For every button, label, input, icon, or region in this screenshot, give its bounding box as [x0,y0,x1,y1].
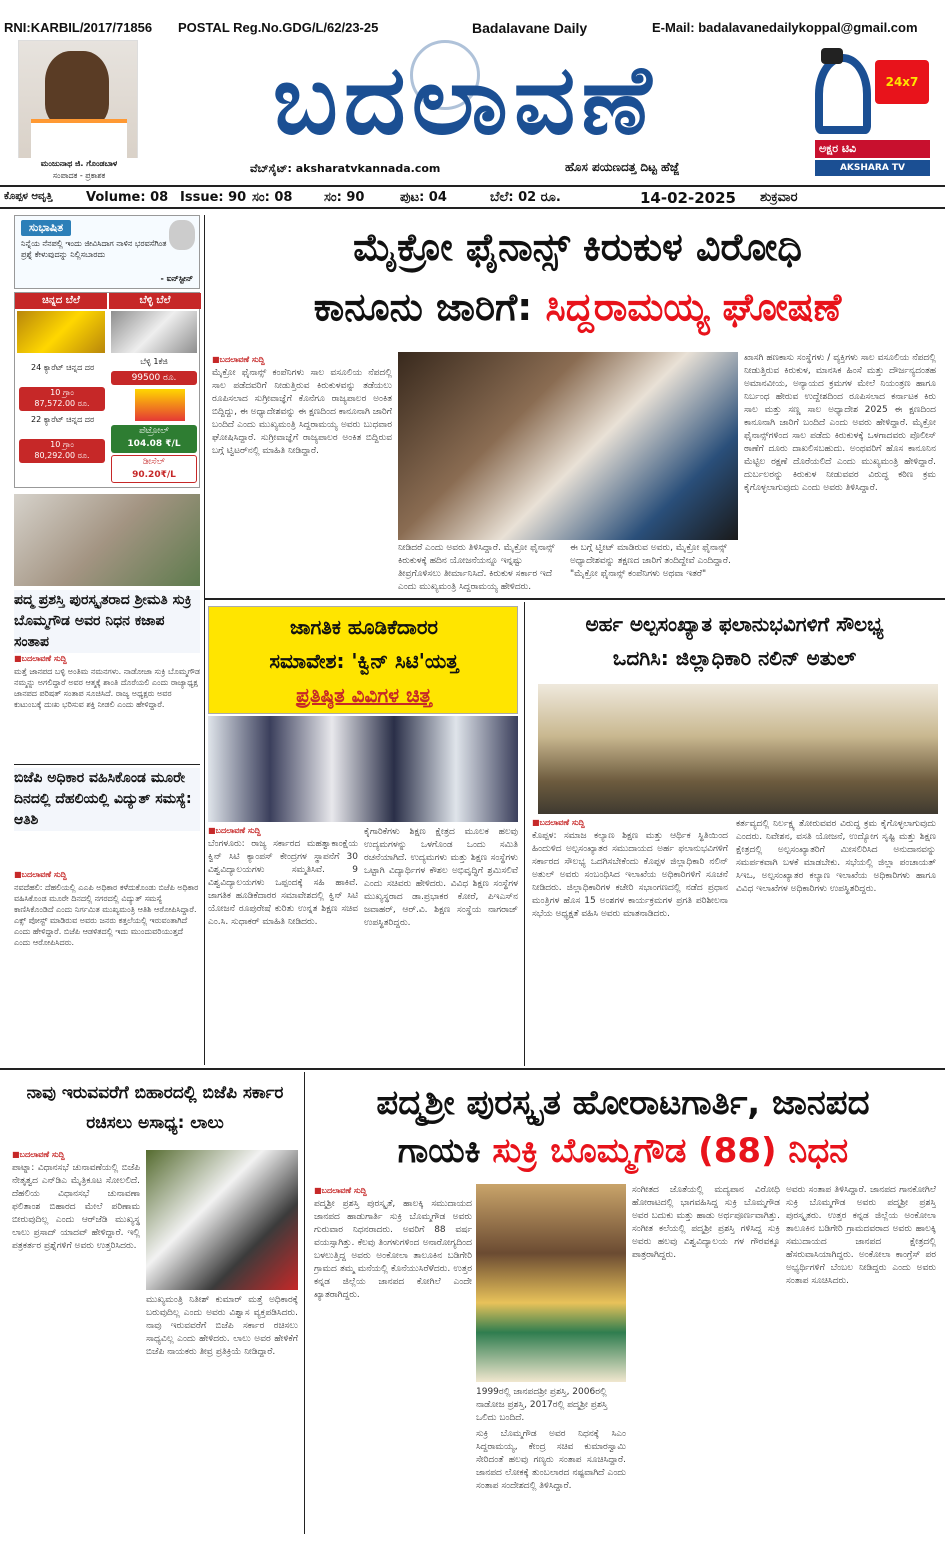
editor-name: ಮಂಜುನಾಥ ಜಿ. ಗೊಂಡಬಾಳ [40,159,118,168]
volume-label: Volume: 08 [86,190,169,205]
silver-price: 99500 ರೂ. [111,371,197,385]
lead-photo-below-col1: ನೀಡಿದರೆ ಎಂದು ಅವರು ತಿಳಿಸಿದ್ದಾರೆ. ಮೈಕ್ರೋ ಫೈನಾನ್ಸ್ ಕಿರುಕುಳಕ್ಕೆ ಹದಿನ ಯೋಜನೆಯನ್ನೂ ಇನ್ನಷ್ಟು ತೀವ್ರಗೊಳಿಸಲು ತೀರ್ಮಾನಿಸಿದೆ. ಕಿರುಕುಳ ಸರ್ಕಾರ ಇದೆ ಎಂದು ಮುಖ್ಯಮಂತ್ರಿ ಸಿದ್ದರಾಮಯ್ಯ ಹೇಳಿದರು. [398,543,555,592]
siddaramaiah-photo [398,352,738,540]
investors-column2: ಕೈಗಾರಿಕೆಗಳು ಶಿಕ್ಷಣ ಕ್ಷೇತ್ರದ ಮೂಲಕ ಹಲವು ಉದ್ಯಮಗಳನ್ನು ಒಳಗೊಂಡ ಒಂದು ಸಮಿತಿ ರಚನೆಯಾಗಿದೆ. ಉದ್ಯಮಗಳು ಮತ್ತು ಶಿಕ್ಷಣ ಸಂಸ್ಥೆಗಳು ಒಟ್ಟಾಗಿ ವಿದ್ಯಾರ್ಥಿಗಳ ಕೌಶಲ ಅಭಿವೃದ್ಧಿಗೆ ಶ್ರಮಿಸಲಿವೆ ಎಂದು ಸಚಿವರು ಹೇಳಿದರು. ವಿವಿಧ ಶಿಕ್ಷಣ ಸಂಸ್ಥೆಗಳ ಮುಖ್ಯಸ್ಥರಾದ ಡಾ.ಪ್ರಭಾಕರ ಕೋರೆ, ಪಿಇಎಸ್‌ನ ಜವಾಹರ್, ಆರ್.ವಿ. ಶಿಕ್ಷಣ ಸಂಸ್ಥೆಯ ನಾಗರಾಜ್ ಉಪಸ್ಥಿತರಿದ್ದರು. [364,827,518,928]
sidebar-story2-headline: ಬಿಜೆಪಿ ಅಧಿಕಾರ ವಹಿಸಿಕೊಂಡ ಮೂರೇ ದಿನದಲ್ಲಿ ದೆಹಲಿಯಲ್ಲಿ ವಿದ್ಯುತ್ ಸಮಸ್ಯೆ: ಆತಿಶಿ [14,768,200,831]
website-text: ವೆಬ್‌ಸೈಟ್: aksharatvkannada.com [250,162,441,175]
gold-22k-label: 22 ಕ್ಯಾರೆಟ್ ಚಿನ್ನದ ದರ [31,415,95,424]
postal-reg: POSTAL Reg.No.GDG/L/62/23-25 [178,20,379,35]
district-column1: ಕೊಪ್ಪಳ: ಸಮಾಜ ಕಲ್ಯಾಣ ಶಿಕ್ಷಣ ಮತ್ತು ಆರ್ಥಿಕ ಸ್ಥಿತಿಯಿಂದ ಹಿಂದುಳಿದ ಅಲ್ಪಸಂಖ್ಯಾತರ ಸಮುದಾಯದ ಅರ್ಹ ಫಲಾನುಭವಿಗಳಿಗೆ ಸರ್ಕಾರದ ಸೌಲಭ್ಯ ಒದಗಿಸಬೇಕೆಂದು ಕೊಪ್ಪಳ ಜಿಲ್ಲಾಧಿಕಾರಿ ನಲಿನ್ ಅತುಲ್ ಅವರು ಸಂಬಂಧಿಸಿದ ಇಲಾಖೆಯ ಅಧಿಕಾರಿಗಳಿಗೆ ಸೂಚನೆ ನೀಡಿದರು. ಜಿಲ್ಲಾಧಿಕಾರಿಗಳ ಕಚೇರಿ ಸಭಾಂಗಣದಲ್ಲಿ ನಡೆದ ಪ್ರಧಾನ ಮಂತ್ರಿಗಳ ಹೊಸ 15 ಅಂಶಗಳ ಕಾರ್ಯಕ್ರಮಗಳ ಪ್ರಗತಿ ಪರಿಶೀಲನಾ ಸಭೆಯ ಅಧ್ಯಕ್ಷತೆ ವಹಿಸಿ ಅವರು ಮಾತನಾಡಿದರು. [532,831,728,919]
lead-column3: ಖಾಸಗಿ ಹಣಕಾಸು ಸಂಸ್ಥೆಗಳು / ವ್ಯಕ್ತಿಗಳು ಸಾಲ ವಸೂಲಿಯ ನೆಪದಲ್ಲಿ ನೀಡುತ್ತಿರುವ ಕಿರುಕುಳ, ಮಾನಸಿಕ ಹಿಂಸೆ ಮತ್ತು ದೌರ್ಜನ್ಯದಂತಹ ಅಮಾನವೀಯ, ಅನ್ಯಾಯದ ಕ್ರಮಗಳ ಮೇಲೆ ನಿಯಂತ್ರಣ ಹಾಗೂ ನಿರ್ಬಂಧ ಹೇರುವ ಉದ್ದೇಶದಿಂದ ರೂಪಿಸಲಾದ ಕರ್ನಾಟಕ ಕಿರು ಸಾಲ ಮತ್ತು ಸಣ್ಣ ಸಾಲ ಅಧ್ಯಾದೇಶ 2025 ಈ ಕ್ಷಣದಿಂದ ಕಾನೂನಾಗಿ ಜಾರಿಗೆ ಬಂದಿದೆ ಎಂದು ಅವರು ಹೇಳಿದ್ದಾರೆ. ಮೈಕ್ರೋ ಫೈನಾನ್ಸ್‌ಗಳಿಂದ ಸಾಲ ಪಡೆದು ಕಿರುಕುಳಕ್ಕೆ ಒಳಗಾದವರು ಪೊಲೀಸ್ ಠಾಣೆಗೆ ದೂರು ದಾಖಲಿಸಬಹುದು. ಅಂಥವರಿಗೆ ಹೊಸ ಕಾನೂನಿನ ಮೆಟ್ಟಿಲ ರಕ್ಷಣೆ ದೊರೆಯಲಿದೆ ಎಂದು ಮುಖ್ಯಮಂತ್ರಿ ಹೇಳಿದ್ದಾರೆ. ದುರ್ಬಲರನ್ನು ಕಿರುಕುಳ ನೀಡುವವರ ವಿರುದ್ಧ ಕಠಿಣ ಕ್ರಮ ಕೈಗೊಳ್ಳಲಾಗುವುದು ಎಂದು ಅವರು ತಿಳಿಸಿದ್ದಾರೆ. [744,353,936,493]
email-address: E-Mail: badalavanedailykoppal@gmail.com [652,20,918,35]
sam-label-1: ಸಂ: 08 [252,190,293,205]
gold-24k-price: 87,572.00 ರೂ. [34,399,90,408]
district-headline-line1: ಅರ್ಹ ಅಲ್ಪಸಂಖ್ಯಾತ ಫಲಾನುಭವಿಗಳಿಗೆ ಸೌಲಭ್ಯ [585,612,884,636]
gold-bars-icon [17,311,105,353]
masthead-title: ಬದಲಾವಣೆ [272,44,658,156]
portrait-caption-block [14,158,144,184]
lalu-column2: ಮುಖ್ಯಮಂತ್ರಿ ನಿತೀಶ್ ಕುಮಾರ್ ಮತ್ತೆ ಅಧಿಕಾರಕ್ಕೆ ಬರುವುದಿಲ್ಲ ಎಂದು ಅವರು ವಿಶ್ವಾಸ ವ್ಯಕ್ತಪಡಿಸಿದರು. ನಾವು ಇರುವವರೆಗೆ ಬಿಜೆಪಿ ಸರ್ಕಾರ ರಚಿಸಲು ಸಾಧ್ಯವಿಲ್ಲ ಎಂದು ಹೇಳಿದರು. ಲಾಲು ಅವರ ಹೇಳಿಕೆಗೆ ಬಿಜೆಪಿ ನಾಯಕರು ತೀವ್ರ ಪ್ರತಿಕ್ರಿಯೆ ನೀಡಿದ್ದಾರೆ. [146,1295,298,1357]
petrol-label: ಪೆಟ್ರೋಲ್ [139,426,169,436]
price-label: ಬೆಲೆ: 02 ರೂ. [490,190,561,205]
silver-unit: ಬೆಳ್ಳಿ 1ಕೆಜಿ [140,357,168,366]
quote-author: - ಐನ್‌ಸ್ಟೀನ್ [160,274,193,283]
sukri-headline-line1: ಪದ್ಮಶ್ರೀ ಪುರಸ್ಕೃತ ಹೋರಾಟಗಾರ್ತಿ, ಜಾನಪದ [376,1083,870,1123]
sukri-photo-caption: 1999ರಲ್ಲಿ ಜಾನಪದಶ್ರೀ ಪ್ರಶಸ್ತಿ, 2006ರಲ್ಲಿ ನಾಡೋಜ ಪ್ರಶಸ್ತಿ, 2017ರಲ್ಲಿ ಪದ್ಮಶ್ರೀ ಪ್ರಶಸ್ತಿ ಒಲಿದು ಬಂದಿದೆ. [476,1387,608,1423]
lead-headline-part-a: ಕಾನೂನು ಜಾರಿಗೆ: [313,285,533,329]
district-meeting-photo [538,684,938,814]
fuel-chart-icon [135,389,185,421]
diesel-price-badge [111,455,197,483]
lead-headline-line1: ಮೈಕ್ರೋ ಫೈನಾನ್ಸ್ ಕಿರುಕುಳ ವಿರೋಧಿ [353,225,802,269]
lower-section-rule [0,1068,945,1070]
district-headline-line2: ಒದಗಿಸಿ: ಜಿಲ್ಲಾಧಿಕಾರಿ ನಲಿನ್ ಅತುಲ್ [612,646,857,670]
tv-name-english: AKSHARA TV KANNADA [815,160,930,176]
column-divider [204,215,205,1065]
sidebar-divider [14,764,200,765]
dateline-bar [0,185,945,209]
gold-24k-label: 24 ಕ್ಯಾರೆಟ್ ಚಿನ್ನದ ದರ [31,363,95,372]
lalu-headline: ನಾವು ಇರುವವರೆಗೆ ಬಿಹಾರದಲ್ಲಿ ಬಿಜೆಪಿ ಸರ್ಕಾರ ರಚಿಸಲು ಅಸಾಧ್ಯ: ಲಾಲು [26,1083,284,1133]
gold-22k-price-badge [19,439,105,463]
gold-22k-unit: 10 ಗ್ರಾಂ [50,440,74,449]
investors-photo [208,716,518,822]
lead-headline-line2 [220,282,935,332]
quote-title: ಸುಭಾಷಿತ [21,220,71,236]
diesel-price: 90.20₹/L [132,470,176,480]
sukri-byline: ■ಬದಲಾವಣೆ ಸುದ್ದಿ [314,1186,367,1195]
lalu-column1: ಪಾಟ್ನಾ: ವಿಧಾನಸಭೆ ಚುನಾವಣೆಯಲ್ಲಿ ಬಿಜೆಪಿ ನೇತೃತ್ವದ ಎನ್‌ಡಿಎ ಮೈತ್ರಿಕೂಟ ಸೋಲಲಿದೆ. ದೆಹಲಿಯ ವಿಧಾನಸಭೆ ಚುನಾವಣಾ ಫಲಿತಾಂಶ ಬಿಹಾರದ ಮೇಲೆ ಪರಿಣಾಮ ಬೀರುವುದಿಲ್ಲ ಎಂದು ಆರ್‌ಜೆಡಿ ಮುಖ್ಯಸ್ಥ ಲಾಲು ಪ್ರಸಾದ್ ಯಾದವ್ ಹೇಳಿದ್ದಾರೆ. ಇಲ್ಲಿ ಪತ್ರಕರ್ತರ ಪ್ರಶ್ನೆಗಳಿಗೆ ಅವರು ಉತ್ತರಿಸಿದರು. [12,1163,140,1251]
edition-label: ಕೊಪ್ಪಳ ಆವೃತ್ತಿ [4,191,53,202]
issue-label: Issue: 90 [180,190,247,205]
day-label: ಶುಕ್ರವಾರ [760,190,798,205]
lalu-photo [146,1150,298,1290]
tagline-text: ಹೊಸ ಪಯಣದತ್ತ ದಿಟ್ಟ ಹೆಜ್ಜೆ [565,160,680,174]
editor-face [45,51,109,127]
quote-text: ನಿನ್ನೆಯ ನೆನಪಲ್ಲಿ ಇಂದು ಜೀವಿಸಿದಾಗ ನಾಳಿನ ಭರವಸೆಗಿಂತ ಪ್ರಶ್ನೆ ಕೇಳುವುದನ್ನು ನಿಲ್ಲಿಸಬಾರದು [21,239,167,259]
gold-price-title: ಚಿನ್ನದ ಬೆಲೆ [15,293,107,309]
lead-byline: ■ಬದಲಾವಣೆ ಸುದ್ದಿ [212,355,265,364]
top-info-bar [0,0,945,42]
sukri-award-photo [14,494,200,586]
sukri-portrait-photo [476,1184,626,1382]
investors-headline-box [208,606,518,714]
camera-icon [821,48,843,64]
paper-name-english: Badalavane Daily [472,20,588,36]
diesel-label: ಡೀಸೆಲ್ [142,457,166,467]
quote-box [14,215,200,289]
sidebar-story1-byline: ■ಬದಲಾವಣೆ ಸುದ್ದಿ [14,654,67,663]
gold-24k-price-badge [19,387,105,411]
date-label: 14-02-2025 [640,189,736,207]
sukri-headline-part-b: ಸುಕ್ರಿ ಬೊಮ್ಮಗೌಡ (88) ನಿಧನ [492,1131,849,1171]
sukri-headline-line2 [308,1128,938,1174]
sidebar-story1-text: ಮತ್ತೆ ಜಾನಪದ ಬಳ್ಳಿ ಅಂತಿಮ ನಮನಗಳು. ನಾಡೋಜಾ ಸುಕ್ರಿ ಬೊಮ್ಮಗೌಡ ನಮ್ಮನ್ನು ಅಗಲಿದ್ದಾರೆ ಅವರ ಆತ್ಮಕ್ಕೆ ಶಾಂತಿ ದೊರೆಯಲಿ ಎಂದು ರಾಜ್ಯಾಧ್ಯಕ್ಷ ಜಾನಪದ ಪರಿಷತ್ ಸಂತಾಪ ಸೂಚಿಸಿದೆ. ರಾಜ್ಯ ಅಧ್ಯಕ್ಷರು ಅವರ ಕುಟುಂಬಕ್ಕೆ ದುಃಖ ಭರಿಸುವ ಶಕ್ತಿ ನೀಡಲಿ ಎಂದು ಹೇಳಿದ್ದಾರೆ. [14,667,200,709]
prices-box [14,292,200,488]
page-label: ಪುಟ: 04 [400,190,447,205]
investors-column1: ಬೆಂಗಳೂರು: ರಾಜ್ಯ ಸರ್ಕಾರದ ಮಹತ್ವಾಕಾಂಕ್ಷೆಯ ಕ್ವಿನ್ ಸಿಟಿ ಕ್ಯಾಂಪಸ್ ಕೇಂದ್ರಗಳ ಸ್ಥಾಪನೆಗೆ 30 ವಿಶ್ವವಿದ್ಯಾಲಯಗಳು ಸಮ್ಮತಿಸಿವೆ. 9 ವಿಶ್ವವಿದ್ಯಾಲಯಗಳು ಒಪ್ಪಂದಕ್ಕೆ ಸಹಿ ಹಾಕಿವೆ. ಜಾಗತಿಕ ಹೂಡಿಕೆದಾರರ ಸಮಾವೇಶದಲ್ಲಿ ಕ್ವಿನ್ ಸಿಟಿ ಯೋಜನೆ ರೂಪುರೇಷೆ ಕುರಿತು ಉನ್ನತ ಶಿಕ್ಷಣ ಸಚಿವ ಎಂ.ಸಿ. ಸುಧಾಕರ್ ಮಾಹಿತಿ ನೀಡಿದರು. [208,839,358,927]
einstein-portrait [169,220,195,250]
middle-divider [524,602,525,1066]
petrol-price-badge [111,425,197,453]
lalu-byline: ■ಬದಲಾವಣೆ ಸುದ್ದಿ [12,1150,65,1159]
tv-letter-icon [815,54,871,134]
investors-byline: ■ಬದಲಾವಣೆ ಸುದ್ದಿ [208,826,261,835]
lower-divider [304,1072,305,1534]
silver-bars-icon [111,311,197,353]
sukri-column1: ಪದ್ಮಶ್ರೀ ಪ್ರಶಸ್ತಿ ಪುರಸ್ಕೃತೆ, ಹಾಲಕ್ಕಿ ಸಮುದಾಯದ ಜಾನಪದ ಹಾಡುಗಾರ್ತಿ ಸುಕ್ರಿ ಬೊಮ್ಮಗೌಡ ಅವರು ಗುರುವಾರ ನಿಧನರಾದರು. ಅವರಿಗೆ 88 ವರ್ಷ ವಯಸ್ಸಾಗಿತ್ತು. ಕೆಲವು ತಿಂಗಳುಗಳಿಂದ ಅನಾರೋಗ್ಯದಿಂದ ಬಳಲುತ್ತಿದ್ದ ಅವರು ಅಂಕೋಲಾ ತಾಲೂಕಿನ ಬಡಿಗೇರಿ ಗ್ರಾಮದ ತಮ್ಮ ಮನೆಯಲ್ಲಿ ಕೊನೆಯುಸಿರೆಳೆದರು. ಉತ್ತರ ಕನ್ನಡ ಜಿಲ್ಲೆಯ ಜಾನಪದ ಕೋಗಿಲೆ ಎಂದೇ ಖ್ಯಾತರಾಗಿದ್ದರು. [314,1199,472,1300]
gold-24k-unit: 10 ಗ್ರಾಂ [50,388,74,397]
lead-headline-part-b: ಸಿದ್ದರಾಮಯ್ಯ ಘೋಷಣೆ [545,285,842,329]
sukri-column2: ಸುಕ್ರಿ ಬೊಮ್ಮಗೌಡ ಅವರ ನಿಧನಕ್ಕೆ ಸಿಎಂ ಸಿದ್ದರಾಮಯ್ಯ, ಕೇಂದ್ರ ಸಚಿವ ಕುಮಾರಸ್ವಾಮಿ ಸೇರಿದಂತೆ ಹಲವು ಗಣ್ಯರು ಸಂತಾಪ ಸೂಚಿಸಿದ್ದಾರೆ. ಜಾನಪದ ಲೋಕಕ್ಕೆ ತುಂಬಲಾರದ ನಷ್ಟವಾಗಿದೆ ಎಂದು ಸಂತಾಪ ಸಂದೇಶದಲ್ಲಿ ತಿಳಿಸಿದ್ದಾರೆ. [476,1429,626,1491]
lead-bottom-rule [204,598,945,600]
tv-name-kannada: ಅಕ್ಷರ ಟಿವಿ [815,140,930,158]
investors-headline-line2: ಸಮಾವೇಶ: 'ಕ್ವಿನ್ ಸಿಟಿ'ಯತ್ತ [269,649,459,673]
investors-headline-line3: ಪ್ರತಿಷ್ಠಿತ ವಿವಿಗಳ ಚಿತ್ತ [296,683,432,707]
lead-photo-below-col2: ಈ ಬಗ್ಗೆ ಟ್ವೀಟ್ ಮಾಡಿರುವ ಅವರು, ಮೈಕ್ರೋ ಫೈನಾನ್ಸ್ ಅಧ್ಯಾದೇಶವನ್ನು ತಕ್ಷಣದ ಜಾರಿಗೆ ತಂದಿದ್ದೇವೆ ಎಂದಿದ್ದಾರೆ. "ಮೈಕ್ರೋ ಫೈನಾನ್ಸ್ ಕಂಪೆನಿಗಳು ಅಥವಾ ಇತರೆ" [570,543,731,579]
district-byline: ■ಬದಲಾವಣೆ ಸುದ್ದಿ [532,818,585,827]
compass-icon [410,40,480,110]
district-column2: ಕರ್ತವ್ಯದಲ್ಲಿ ನಿರ್ಲಕ್ಷ್ಯ ತೋರುವವರ ವಿರುದ್ಧ ಕ್ರಮ ಕೈಗೊಳ್ಳಲಾಗುವುದು ಎಂದರು. ನಿವೇಶನ, ವಸತಿ ಯೋಜನೆ, ಉದ್ಯೋಗ ಸೃಷ್ಟಿ ಮತ್ತು ಶಿಕ್ಷಣ ಕ್ಷೇತ್ರದಲ್ಲಿ ಅಲ್ಪಸಂಖ್ಯಾತರಿಗೆ ಮೀಸಲಿರಿಸಿದ ಅನುದಾನವನ್ನು ಸಮರ್ಪಕವಾಗಿ ಬಳಕೆ ಮಾಡಬೇಕು. ಸಭೆಯಲ್ಲಿ ಜಿಲ್ಲಾ ಪಂಚಾಯತ್ ಸಿಇಒ, ಅಲ್ಪಸಂಖ್ಯಾತರ ಕಲ್ಯಾಣ ಇಲಾಖೆಯ ಅಧಿಕಾರಿಗಳು ಹಾಗೂ ವಿವಿಧ ಇಲಾಖೆಗಳ ಅಧಿಕಾರಿಗಳು ಉಪಸ್ಥಿತರಿದ್ದರು. [736,819,936,894]
sidebar-story2-text: ನವದೆಹಲಿ: ದೆಹಲಿಯಲ್ಲಿ ಎಎಪಿ ಅಧಿಕಾರ ಕಳೆದುಕೊಂಡು ಬಿಜೆಪಿ ಅಧಿಕಾರ ವಹಿಸಿಕೊಂಡ ಮೂರೇ ದಿನದಲ್ಲಿ ನಗರದಲ್ಲಿ ವಿದ್ಯುತ್ ಸಮಸ್ಯೆ ಕಾಣಿಸಿಕೊಂಡಿದೆ ಎಂದು ನಿರ್ಗಮಿತ ಮುಖ್ಯಮಂತ್ರಿ ಆತಿಶಿ ಆರೋಪಿಸಿದ್ದಾರೆ. ಎಕ್ಸ್ ಪೋಸ್ಟ್ ಮಾಡಿರುವ ಅವರು ಜನರು ಕತ್ತಲೆಯಲ್ಲಿ ಇರುವಂತಾಗಿದೆ ಎಂದು ಹೇಳಿದ್ದಾರೆ. ಬಿಜೆಪಿ ಆಡಳಿತದಲ್ಲಿ ಇದು ಮುಂದುವರಿಯುತ್ತದೆ ಎಂದು ಆರೋಪಿಸಿದರು. [14,883,199,947]
sidebar-story2-byline: ■ಬದಲಾವಣೆ ಸುದ್ದಿ [14,870,67,879]
silver-price-title: ಬೆಳ್ಳಿ ಬೆಲೆ [109,293,201,309]
editor-shirt [31,119,127,163]
akshara-tv-logo [815,48,930,189]
sidebar-story1-headline: ಪದ್ಮ ಪ್ರಶಸ್ತಿ ಪುರಸ್ಕೃತರಾದ ಶ್ರೀಮತಿ ಸುಕ್ರಿ ಬೊಮ್ಮಗೌಡ ಅವರ ನಿಧನ ಕಜಾಪ ಸಂತಾಪ [14,590,200,653]
petrol-price: 104.08 ₹/L [127,439,181,449]
sukri-column3: ಸಂಗೀತದ ಜೊತೆಯಲ್ಲಿ ಮದ್ಯಪಾನ ವಿರೋಧಿ ಹೋರಾಟದಲ್ಲಿ ಭಾಗವಹಿಸಿದ್ದ ಸುಕ್ರಿ ಬೊಮ್ಮಗೌಡ ಅವರ ಬದುಕು ಮತ್ತು ಹಾಡು ಅರ್ಥಪೂರ್ಣವಾಗಿತ್ತು. ಸಂಗೀತ ಕಲೆಯಲ್ಲಿ ಪದ್ಮಶ್ರೀ ಪ್ರಶಸ್ತಿ ಗಳಿಸಿದ್ದ ಸುಕ್ರಿ ಅವರು ಹಲವು ವಿಶ್ವವಿದ್ಯಾಲಯ ಗಳ ಗೌರವಕ್ಕೂ ಪಾತ್ರರಾಗಿದ್ದರು. [632,1185,780,1260]
tv-247-badge: 24x7 [875,60,929,104]
gold-22k-price: 80,292.00 ರೂ. [34,451,90,460]
rni-number: RNI:KARBIL/2017/71856 [4,20,153,35]
sam-label-2: ಸಂ: 90 [324,190,365,205]
lead-column1: ಮೈಕ್ರೋ ಫೈನಾನ್ಸ್ ಕಂಪೆನಿಗಳು ಸಾಲ ವಸೂಲಿಯ ನೆಪದಲ್ಲಿ ಸಾಲ ಪಡೆದವರಿಗೆ ನೀಡುತ್ತಿರುವ ಕಿರುಕುಳವನ್ನು ತಡೆಯಲು ರೂಪಿಸಲಾದ ಸುಗ್ರೀವಾಜ್ಞೆಗೆ ಕೊನೆಗೂ ರಾಜ್ಯಪಾಲರ ಅಂಕಿತ ಬಿದ್ದಿದ್ದು, ಈ ಅಧ್ಯಾದೇಶವನ್ನು ಈ ಕ್ಷಣದಿಂದ ಕಾನೂನಾಗಿ ಜಾರಿಗೆ ಬಂದಿದೆ ಎಂದು ಮುಖ್ಯಮಂತ್ರಿ ಸಿದ್ದರಾಮಯ್ಯ ಅವರು ಬುಧವಾರ ಘೋಷಿಸಿದ್ದಾರೆ. ಸುಗ್ರೀವಾಜ್ಞೆಗೆ ರಾಜ್ಯಪಾಲರ ಅಂಕಿತ ಬಿದ್ದಿರುವ ಬಗ್ಗೆ ಟ್ವಿಟರ್‌ನಲ್ಲಿ ಮಾಹಿತಿ ನೀಡಿದ್ದಾರೆ. [212,368,392,456]
investors-headline-line1: ಜಾಗತಿಕ ಹೂಡಿಕೆದಾರರ [289,615,439,639]
sukri-column4: ಅವರು ಸಂತಾಪ ತಿಳಿಸಿದ್ದಾರೆ. ಜಾನಪದ ಗಾನಕೋಗಿಲೆ ಸುಕ್ರಿ ಬೊಮ್ಮಗೌಡ ಅವರು ಪದ್ಮಶ್ರೀ ಪ್ರಶಸ್ತಿ ಪುರಸ್ಕೃತರು. ಉತ್ತರ ಕನ್ನಡ ಜಿಲ್ಲೆಯ ಅಂಕೋಲಾ ತಾಲೂಕಿನ ಬಡಿಗೇರಿ ಗ್ರಾಮದವರಾದ ಅವರು ಹಾಲಕ್ಕಿ ಸಮುದಾಯದ ಜಾನಪದ ಕ್ಷೇತ್ರದಲ್ಲಿ ಹೆಸರುವಾಸಿಯಾಗಿದ್ದರು. ಅಂಕೋಲಾ ಕಾಂಗ್ರೆಸ್ ಪರ ಅಭ್ಯರ್ಥಿಗಳಿಗೆ ಬೆಂಬಲ ನೀಡಿದ್ದರು ಎಂದು ಅವರು ಸಂತಾಪ ಸೂಚಿಸಿದರು. [786,1185,936,1286]
editor-role: ಸಂಪಾದಕ - ಪ್ರಕಾಶಕ [52,171,106,180]
sukri-headline-part-a: ಗಾಯಕಿ [397,1131,481,1171]
